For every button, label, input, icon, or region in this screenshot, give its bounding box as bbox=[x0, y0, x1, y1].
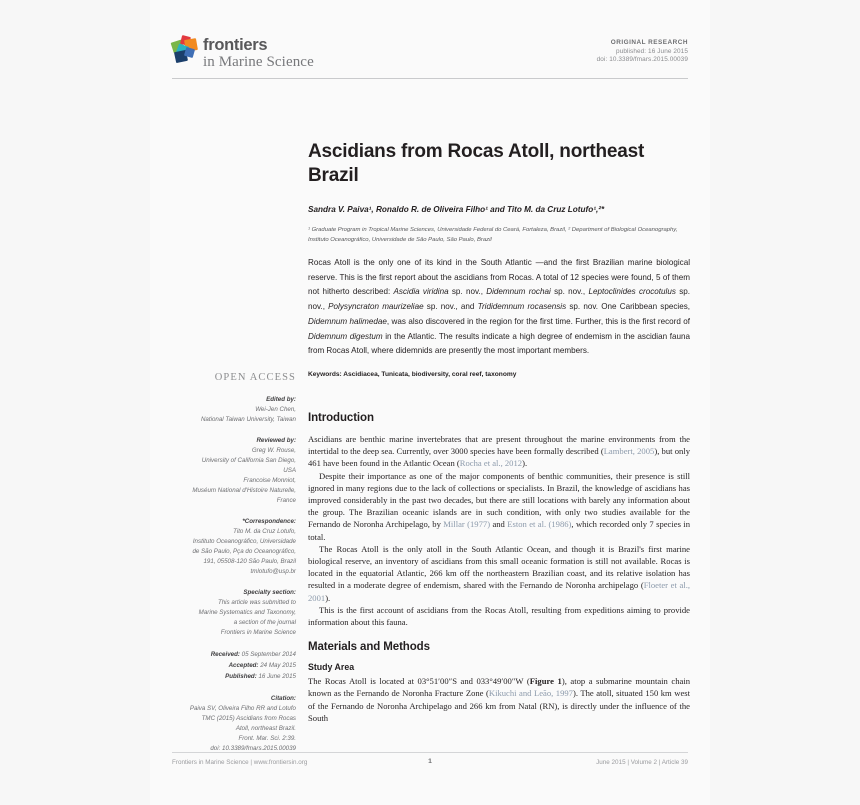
edited-by-group bbox=[162, 395, 296, 425]
text-seg: Ascidians are benthic marine invertebrates that are present throughout the marine environments from the intertidal to the deep sea. Currently, over 3000 species have been formally described ( bbox=[308, 434, 690, 457]
text-seg: ), but only 461 have been found in the Atlantic Ocean ( bbox=[308, 446, 690, 469]
citation-link[interactable]: Floeter et al., 2001 bbox=[308, 580, 690, 603]
text-seg: and bbox=[490, 519, 508, 530]
species-name: Didemnum halimedae bbox=[308, 316, 387, 326]
text-seg: ). bbox=[522, 458, 528, 469]
abstract-block bbox=[308, 256, 690, 379]
journal-wordmark: frontiers bbox=[203, 36, 268, 54]
section-heading-materials-and-methods: Materials and Methods bbox=[308, 641, 430, 654]
specialty-section-label: Specialty section: bbox=[243, 589, 296, 597]
received-label: Received: bbox=[210, 651, 240, 659]
accepted-date bbox=[162, 661, 296, 672]
received-value: 05 September 2014 bbox=[239, 651, 296, 659]
specialty-section-group bbox=[162, 588, 296, 638]
correspondence-line: Instituto Oceanográfico, Universidade bbox=[192, 538, 296, 546]
citation-line: Paiva SV, Oliveira Filho RR and Lotufo bbox=[189, 704, 296, 712]
correspondence-label: *Correspondence: bbox=[242, 518, 296, 526]
edited-by-label: Edited by: bbox=[266, 396, 296, 403]
page-number: 1 bbox=[428, 758, 432, 765]
subsection-heading-study-area: Study Area bbox=[308, 662, 355, 673]
correspondence-line: 191, 05508-120 São Paulo, Brazil bbox=[203, 558, 296, 566]
page-footer bbox=[172, 752, 688, 766]
citation-line: TMC (2015) Ascidians from Rocas bbox=[201, 714, 296, 722]
citation-link[interactable]: Millar (1977) bbox=[443, 519, 491, 530]
published-value: 16 June 2015 bbox=[256, 673, 296, 681]
keywords-line: Keywords: Ascidiacea, Tunicata, biodiversity, coral reef, taxonomy bbox=[308, 371, 517, 379]
text-seg: The Rocas Atoll is the only atoll in the South Atlantic Ocean, and though it is Brazil's first marine biological reserve, an inventory of ascidians from this small oceanic formation is still not available. Rocas is located in the equatorial Atlantic, 266 km off the northeastern Brazilian coast, and its relative isolation has resulted in a moderate degree of endemism, shared with the Fernando de Noronha archipelago ( bbox=[308, 543, 690, 591]
species-name: Ascidia viridina bbox=[393, 287, 449, 297]
journal-name: in Marine Science bbox=[203, 54, 314, 71]
paper-sheet bbox=[150, 0, 710, 805]
accepted-value: 24 May 2015 bbox=[258, 662, 296, 670]
footer-issue-info: June 2015 | Volume 2 | Article 39 bbox=[596, 759, 688, 766]
affiliations: ¹ Graduate Program in Tropical Marine Sciences, Universidade Federal do Ceará, Fortaleza, Brazil, ² Department of Biological Oceanography, Instituto Oceanográfico, Universidade de São Paulo, São Paulo, Brazil bbox=[308, 227, 678, 243]
species-name: Polysyncraton maurizeliae bbox=[328, 302, 424, 312]
reviewer-line: University of California San Diego, bbox=[201, 456, 296, 464]
published-date: published: 16 June 2015 bbox=[616, 47, 688, 55]
species-name: Didemnum rochai bbox=[486, 287, 551, 297]
citation-link[interactable]: Lambert, 2005 bbox=[603, 446, 655, 457]
text-seg: The Rocas Atoll is located at 03°51′00″S and 033°49′00″W ( bbox=[308, 676, 530, 687]
specialty-line: This article was submitted to bbox=[217, 599, 296, 607]
accepted-label: Accepted: bbox=[228, 662, 259, 670]
doi-link[interactable]: doi: 10.3389/fmars.2015.00039 bbox=[596, 56, 688, 63]
editor-affiliation: National Taiwan University, Taiwan bbox=[200, 415, 296, 423]
reviewer-line: Greg W. Rouse, bbox=[251, 446, 296, 454]
text-seg: ). The atoll, situated 150 km west of the Fernando de Noronha Archipelago and 266 km from Natal (RN), is directly under the influence of the South bbox=[308, 688, 690, 723]
article-type-label: ORIGINAL RESEARCH bbox=[610, 39, 688, 46]
specialty-line: a section of the journal bbox=[233, 619, 296, 627]
abstract-seg: Rocas Atoll is the only one of its kind in the South Atlantic —and the first Brazilian marine biological reserve. This is the first report about the ascidians from Rocas. A total of 12 species were found, 5 of them not hitherto described: bbox=[308, 258, 690, 297]
text-seg: ). bbox=[325, 592, 331, 603]
citation-line: Front. Mar. Sci. 2:39. bbox=[238, 735, 296, 743]
section-heading-introduction: Introduction bbox=[308, 412, 374, 424]
reviewed-by-group bbox=[162, 436, 296, 506]
citation-label: Citation: bbox=[270, 695, 296, 703]
citation-doi[interactable]: doi: 10.3389/fmars.2015.00039 bbox=[210, 745, 296, 753]
footer-divider bbox=[172, 752, 688, 753]
intro-paragraph-3 bbox=[308, 543, 690, 604]
intro-paragraph-2 bbox=[308, 470, 690, 543]
citation-group bbox=[162, 694, 296, 754]
published-label: Published: bbox=[225, 673, 257, 681]
page-title: Ascidians from Rocas Atoll, northeast Brazil bbox=[308, 141, 645, 186]
received-date bbox=[162, 650, 296, 661]
reviewer-line: USA bbox=[283, 467, 296, 475]
species-name: Leptoclinides crocotulus bbox=[588, 287, 676, 297]
reviewed-by-label: Reviewed by: bbox=[256, 437, 296, 445]
reviewer-line: Muséum National d'Histoire Naturelle, bbox=[192, 487, 296, 495]
reviewer-line: Francoise Monniot, bbox=[243, 477, 296, 485]
article-dates bbox=[162, 650, 296, 683]
correspondence-line: Tito M. da Cruz Lotufo, bbox=[233, 528, 296, 536]
text-seg: ), atop a submarine mountain chain known as the Fernando de Noronha Fracture Zone ( bbox=[308, 676, 691, 699]
abstract-seg: sp. nov. One Caribbean species, bbox=[566, 302, 690, 312]
abstract-seg: in the Atlantic. The results indicate a high degree of endemism in the ascidian fauna from Rocas Atoll, where didemnids are presently the most important members. bbox=[308, 331, 690, 356]
abstract-seg: sp. nov., and bbox=[423, 302, 478, 312]
study-area-paragraph bbox=[308, 675, 690, 724]
text-seg: Despite their importance as one of the major components of benthic communities, their presence is still ignored in many regions due to the lack of collections or specialists. In Brazil, the knowledge of ascidians has improved considerably in the past two decades, but there are still locations with barely any information about the group. The Brazilian oceanic islands are in such condition, with only two studies available for the Fernando de Noronha Archipelago, by bbox=[308, 470, 690, 530]
reviewer-line: France bbox=[276, 497, 296, 505]
correspondence-group bbox=[162, 517, 296, 577]
author-list: Sandra V. Paiva¹, Ronaldo R. de Oliveira Filho¹ and Tito M. da Cruz Lotufo¹,²* bbox=[308, 204, 605, 214]
title-block bbox=[308, 140, 688, 245]
text-seg: , which recorded only 7 species in total. bbox=[308, 519, 690, 542]
journal-header bbox=[172, 36, 688, 79]
header-divider bbox=[172, 78, 688, 79]
correspondence-email[interactable]: tmlotufo@usp.br bbox=[250, 568, 296, 576]
journal-brand bbox=[172, 36, 314, 72]
abstract-seg: sp. nov., bbox=[308, 287, 691, 312]
intro-paragraph-4: This is the first account of ascidians from the Rocas Atoll, resulting from expeditions aiming to provide information about this fauna. bbox=[308, 604, 690, 628]
open-access-badge: OPEN ACCESS bbox=[214, 372, 296, 383]
frontiers-pinwheel-logo-icon bbox=[172, 36, 198, 64]
species-name: Didemnum digestum bbox=[308, 331, 383, 341]
editor-name: Wei-Jen Chen, bbox=[255, 405, 296, 413]
specialty-line: Frontiers in Marine Science bbox=[220, 629, 296, 637]
body-column bbox=[308, 412, 690, 724]
citation-link[interactable]: Rocha et al., 2012 bbox=[459, 458, 523, 469]
sidebar bbox=[162, 372, 296, 765]
intro-paragraph-1 bbox=[308, 433, 690, 470]
citation-link[interactable]: Kikuchi and Leão, 1997 bbox=[488, 688, 573, 699]
specialty-line: Marine Systematics and Taxonomy, bbox=[198, 609, 296, 617]
figure-reference[interactable]: Figure 1 bbox=[529, 676, 562, 687]
abstract-seg: sp. nov., bbox=[550, 287, 589, 297]
footer-journal-url[interactable]: Frontiers in Marine Science | www.frontiersin.org bbox=[172, 759, 308, 766]
species-name: Trididemnum rocasensis bbox=[477, 302, 567, 312]
correspondence-line: de São Paulo, Pça do Oceanográfico, bbox=[192, 548, 296, 556]
citation-line: Atoll, northeast Brazil. bbox=[235, 725, 296, 733]
abstract-seg: , was also discovered in the region for the first time. Further, this is the first record of bbox=[386, 316, 690, 326]
abstract-paragraph bbox=[308, 256, 690, 359]
citation-link[interactable]: Eston et al. (1986) bbox=[507, 519, 572, 530]
article-meta bbox=[597, 36, 688, 63]
published-date-sidebar bbox=[162, 672, 296, 683]
abstract-seg: sp. nov., bbox=[448, 287, 487, 297]
